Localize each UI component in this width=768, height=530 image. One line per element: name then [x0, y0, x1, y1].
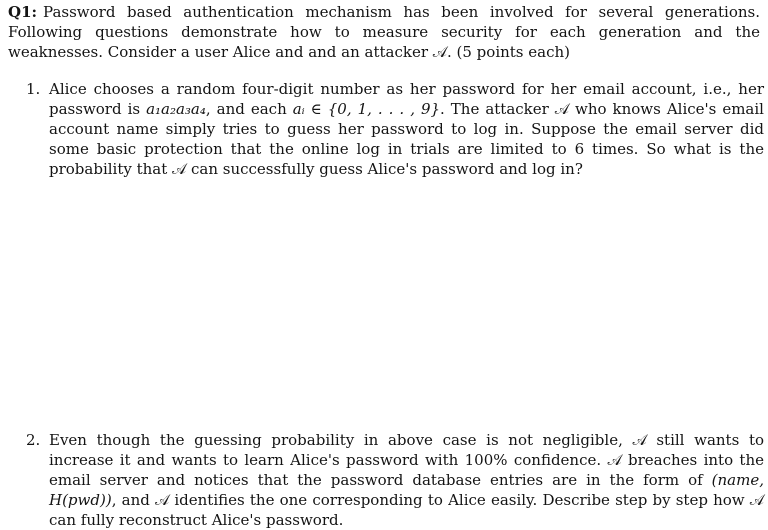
- entry-math: (name, H(pwd)): [49, 471, 764, 509]
- item-text-part: Alice chooses a random four-digit number as her password for her email account, i.e., her password is: [49, 80, 764, 118]
- item-number: 1.: [26, 80, 41, 98]
- list-item: [26, 430, 764, 530]
- item-text-part: , and 𝒜 identifies the one corresponding to Alice easily. Describe step by step how 𝒜 can fully reconstruct Alice's password.: [49, 491, 764, 529]
- item-text: [49, 79, 764, 179]
- list-item: [26, 79, 764, 179]
- item-text-part: , and each: [205, 100, 293, 118]
- question-label: Q1:: [8, 3, 38, 21]
- item-text-part: . The attacker 𝒜 who knows Alice's email account name simply tries to guess her password to log in. Suppose the email server did some basic protection that the online log in trials are limited to 6 times. So what is the probability that 𝒜 can successfully guess Alice's password and log in?: [49, 100, 764, 178]
- question-intro: [8, 2, 760, 62]
- item-number: 2.: [26, 431, 41, 449]
- element-math: aᵢ ∈ {0, 1, . . . , 9}: [292, 100, 441, 118]
- item-text: [49, 430, 764, 530]
- item-text-part: Even though the guessing probability in above case is not negligible, 𝒜 still wants to increase it and wants to learn Alice's password with 100% confidence. 𝒜 breaches into the email server and notices that the password database entries are in the form of: [49, 431, 764, 489]
- password-math: a₁a₂a₃a₄: [146, 100, 206, 118]
- question-intro-text: Password based authentication mechanism has been involved for several generations. Following questions demonstrate how to measure security for each generation and the weaknesses. Consider a user Alice and and an attacker 𝒜. (5 points each): [8, 3, 760, 61]
